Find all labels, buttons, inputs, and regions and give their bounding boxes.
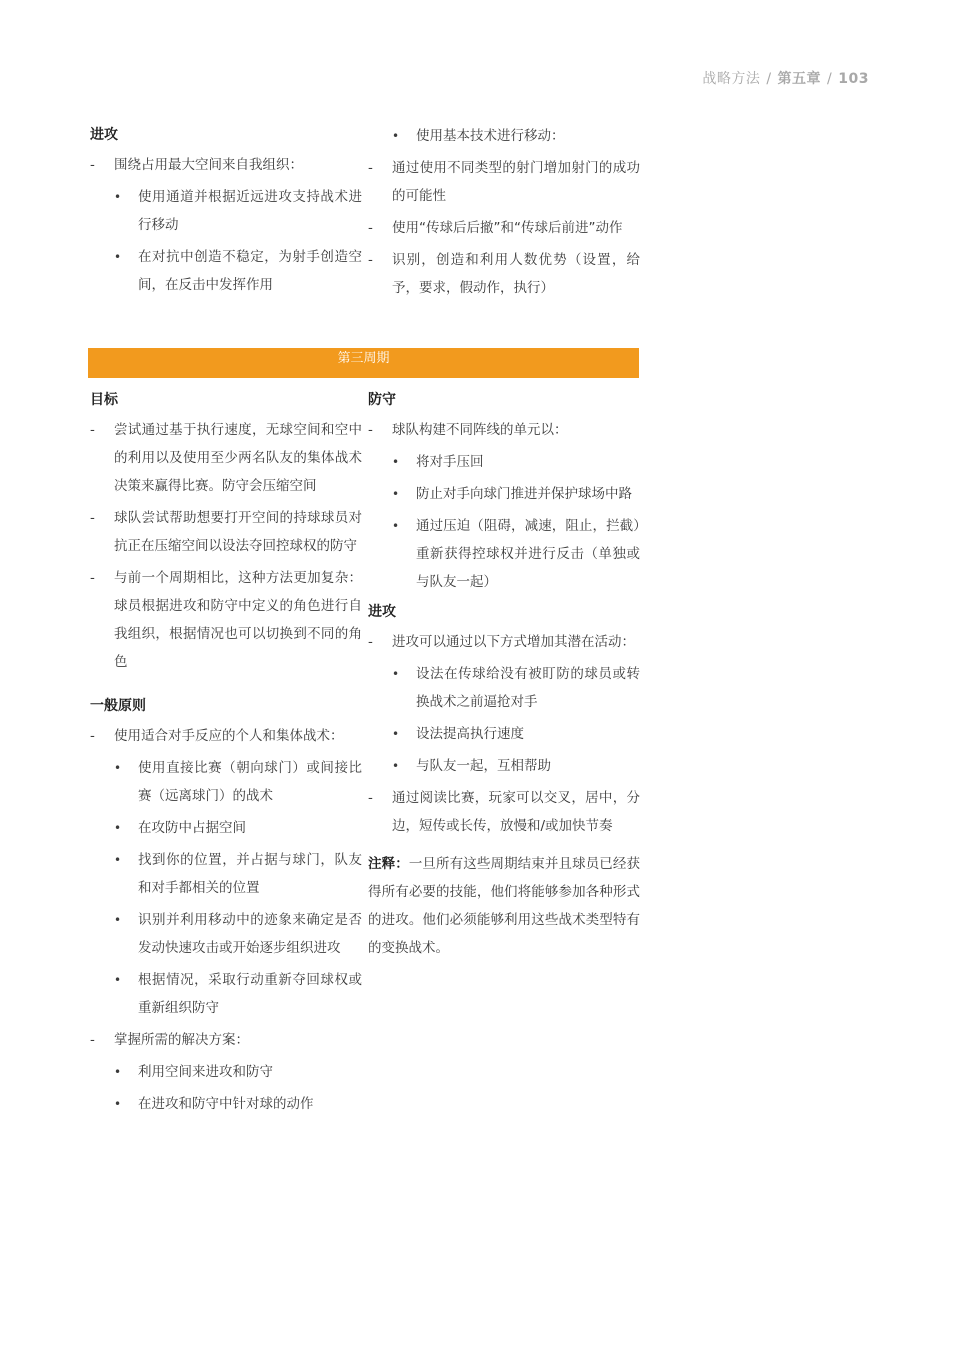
top-left-column bbox=[90, 123, 362, 303]
bullet-marker: • bbox=[114, 821, 122, 835]
header-chapter: 第五章 bbox=[777, 71, 822, 87]
header-separator: / bbox=[827, 71, 833, 87]
bullet-item bbox=[90, 906, 362, 962]
dash-marker: - bbox=[368, 220, 373, 236]
item-text: 通过压迫（阻碍，减速，阻止，拦截）重新获得控球权并进行反击（单独或与队友一起） bbox=[416, 518, 640, 590]
item-text: 通过阅读比赛，玩家可以交叉，居中，分边，短传或长传，放慢和/或加快节奏 bbox=[392, 790, 640, 834]
item-text: 使用适合对手反应的个人和集体战术： bbox=[114, 728, 344, 744]
bullet-item bbox=[90, 846, 362, 902]
bullet-marker: • bbox=[114, 1065, 122, 1079]
principle-heading: 一般原则 bbox=[90, 698, 146, 714]
left-column bbox=[90, 388, 362, 1122]
dash-marker: - bbox=[368, 252, 373, 268]
right-column bbox=[368, 388, 640, 962]
item-text: 围绕占用最大空间来自我组织： bbox=[114, 157, 303, 173]
bullet-item bbox=[368, 660, 640, 716]
note-label: 注释： bbox=[368, 856, 409, 872]
bullet-item bbox=[90, 1058, 362, 1086]
bullet-item bbox=[368, 448, 640, 476]
top-right-column bbox=[368, 122, 640, 306]
item-text: 设法在传球给没有被盯防的球员或转换战术之前逼抢对手 bbox=[416, 666, 640, 710]
bullet-item bbox=[368, 480, 640, 508]
dash-item bbox=[90, 722, 362, 750]
bullet-marker: • bbox=[392, 727, 400, 741]
bullet-item bbox=[368, 512, 640, 596]
bullet-item bbox=[368, 752, 640, 780]
bullet-marker: • bbox=[114, 761, 122, 775]
bullet-marker: • bbox=[392, 519, 400, 533]
item-text: 使用基本技术进行移动： bbox=[416, 128, 565, 144]
dash-item bbox=[90, 1026, 362, 1054]
bullet-item bbox=[90, 183, 362, 239]
bullet-marker: • bbox=[392, 455, 400, 469]
item-text: 设法提高执行速度 bbox=[416, 726, 524, 742]
item-text: 在攻防中占据空间 bbox=[138, 820, 246, 836]
bullet-marker: • bbox=[114, 913, 122, 927]
defense-heading: 防守 bbox=[368, 392, 396, 408]
defense-list bbox=[368, 416, 640, 596]
dash-item bbox=[90, 564, 362, 676]
dash-marker: - bbox=[90, 1032, 95, 1048]
dash-marker: - bbox=[368, 790, 373, 806]
note-paragraph bbox=[368, 850, 640, 962]
dash-marker: - bbox=[368, 160, 373, 176]
item-text: 在对抗中创造不稳定，为射手创造空间，在反击中发挥作用 bbox=[138, 249, 362, 293]
bullet-item bbox=[368, 122, 640, 150]
item-text: 与队友一起，互相帮助 bbox=[416, 758, 551, 774]
bullet-marker: • bbox=[114, 853, 122, 867]
bullet-marker: • bbox=[392, 129, 400, 143]
item-text: 球队构建不同阵线的单元以： bbox=[392, 422, 568, 438]
top-right-list bbox=[368, 122, 640, 302]
bullet-marker: • bbox=[114, 973, 122, 987]
item-text: 使用直接比赛（朝向球门）或间接比赛（远离球门）的战术 bbox=[138, 760, 362, 804]
dash-marker: - bbox=[90, 422, 95, 438]
dash-marker: - bbox=[90, 728, 95, 744]
dash-marker: - bbox=[90, 157, 95, 173]
top-left-list bbox=[90, 151, 362, 299]
dash-item bbox=[368, 628, 640, 656]
item-text: 利用空间来进攻和防守 bbox=[138, 1064, 273, 1080]
item-text: 在进攻和防守中针对球的动作 bbox=[138, 1096, 314, 1112]
dash-item bbox=[368, 246, 640, 302]
dash-marker: - bbox=[90, 510, 95, 526]
dash-item bbox=[90, 504, 362, 560]
bullet-marker: • bbox=[114, 250, 122, 264]
bullet-marker: • bbox=[392, 667, 400, 681]
bullet-item bbox=[90, 966, 362, 1022]
bullet-marker: • bbox=[392, 487, 400, 501]
dash-marker: - bbox=[90, 570, 95, 586]
item-text: 识别，创造和利用人数优势（设置，给予，要求，假动作，执行） bbox=[392, 252, 640, 296]
dash-item bbox=[368, 784, 640, 840]
dash-marker: - bbox=[368, 634, 373, 650]
running-header bbox=[702, 68, 869, 88]
principle-list bbox=[90, 722, 362, 1118]
item-text: 掌握所需的解决方案： bbox=[114, 1032, 249, 1048]
item-text: 与前一个周期相比，这种方法更加复杂：球员根据进攻和防守中定义的角色进行自我组织，根据情况也可以切换到不同的角色 bbox=[114, 570, 362, 670]
item-text: 进攻可以通过以下方式增加其潜在活动： bbox=[392, 634, 635, 650]
bullet-item bbox=[368, 720, 640, 748]
goal-heading: 目标 bbox=[90, 392, 118, 408]
header-section: 战略方法 bbox=[702, 71, 761, 87]
attack-heading-2: 进攻 bbox=[368, 604, 396, 620]
item-text: 尝试通过基于执行速度，无球空间和空中的利用以及使用至少两名队友的集体战术决策来赢得比赛。防守会压缩空间 bbox=[114, 422, 362, 494]
dash-item bbox=[368, 214, 640, 242]
bullet-marker: • bbox=[114, 1097, 122, 1111]
bullet-marker: • bbox=[114, 190, 122, 204]
note-text: 一旦所有这些周期结束并且球员已经获得所有必要的技能，他们将能够参加各种形式的进攻。他们必须能够利用这些战术类型特有的变换战术。 bbox=[368, 856, 641, 956]
bullet-item bbox=[90, 754, 362, 810]
attack-heading: 进攻 bbox=[90, 127, 118, 143]
cycle-banner: 第三周期 bbox=[88, 348, 639, 378]
bullet-item bbox=[90, 814, 362, 842]
item-text: 使用通道并根据近远进攻支持战术进行移动 bbox=[138, 189, 362, 233]
header-separator: / bbox=[766, 71, 772, 87]
item-text: 使用“传球后后撤”和“传球后前进”动作 bbox=[392, 220, 623, 236]
item-text: 球队尝试帮助想要打开空间的持球球员对抗正在压缩空间以设法夺回控球权的防守 bbox=[114, 510, 362, 554]
bullet-marker: • bbox=[392, 759, 400, 773]
item-text: 通过使用不同类型的射门增加射门的成功的可能性 bbox=[392, 160, 640, 204]
dash-item bbox=[90, 151, 362, 179]
bullet-item bbox=[90, 243, 362, 299]
dash-item bbox=[90, 416, 362, 500]
dash-item bbox=[368, 154, 640, 210]
item-text: 将对手压回 bbox=[416, 454, 484, 470]
item-text: 找到你的位置，并占据与球门，队友和对手都相关的位置 bbox=[138, 852, 362, 896]
page-number: 103 bbox=[838, 71, 869, 87]
item-text: 根据情况，采取行动重新夺回球权或重新组织防守 bbox=[138, 972, 362, 1016]
bullet-item bbox=[90, 1090, 362, 1118]
attack-list bbox=[368, 628, 640, 840]
dash-item bbox=[368, 416, 640, 444]
dash-marker: - bbox=[368, 422, 373, 438]
item-text: 防止对手向球门推进并保护球场中路 bbox=[416, 486, 632, 502]
goal-list bbox=[90, 416, 362, 676]
item-text: 识别并利用移动中的迹象来确定是否发动快速攻击或开始逐步组织进攻 bbox=[138, 912, 362, 956]
